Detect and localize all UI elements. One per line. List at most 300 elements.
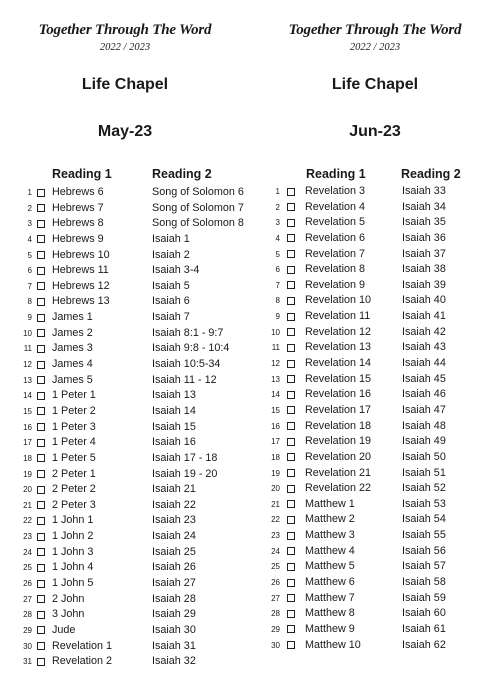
checkbox[interactable]: [287, 391, 295, 399]
reading-1-passage: Matthew 2: [305, 513, 355, 526]
reading-2-passage: Song of Solomon 8: [152, 217, 244, 230]
reading-row: [250, 434, 500, 450]
reading-1-passage: Hebrews 8: [52, 217, 104, 230]
day-number: 27: [23, 594, 32, 604]
church-name: Life Chapel: [331, 76, 419, 93]
reading-1-passage: James 4: [52, 358, 93, 371]
reading-row: [250, 247, 500, 263]
reading-row: [250, 544, 500, 560]
reading-1-passage: Revelation 12: [305, 325, 372, 338]
reading-2-passage: Isaiah 56: [402, 544, 446, 557]
plan-years: 2022 / 2023: [349, 42, 401, 53]
reading-2-passage: Isaiah 34: [402, 200, 446, 213]
reading-1-passage: Revelation 21: [305, 466, 372, 479]
checkbox[interactable]: [287, 188, 295, 196]
reading-2-passage: Isaiah 39: [402, 278, 446, 291]
reading-1-passage: Revelation 22: [305, 482, 372, 495]
day-number: 4: [27, 234, 32, 244]
day-number: 7: [27, 281, 32, 291]
reading-row: [0, 373, 250, 389]
checkbox[interactable]: [37, 361, 45, 369]
day-number: 12: [23, 360, 32, 370]
day-number: 10: [271, 327, 280, 337]
reading-row: [250, 309, 500, 325]
day-number: 18: [271, 452, 280, 462]
reading-1-passage: Matthew 5: [305, 560, 355, 573]
reading-2-passage: Isaiah 26: [152, 561, 196, 574]
reading-2-passage: Isaiah 41: [402, 310, 446, 323]
reading-2-passage: Isaiah 54: [402, 513, 446, 526]
reading-row: [250, 262, 500, 278]
reading-2-passage: Isaiah 38: [402, 263, 446, 276]
day-number: 16: [23, 422, 32, 432]
series-title: Together Through The Word: [288, 22, 462, 38]
reading-1-passage: 2 John: [52, 592, 85, 605]
day-number: 9: [275, 312, 280, 322]
day-number: 20: [23, 485, 32, 495]
reading-2-passage: Isaiah 2: [152, 248, 190, 261]
reading-row: [250, 184, 500, 200]
checkbox[interactable]: [287, 641, 295, 649]
series-title: Together Through The Word: [38, 22, 212, 38]
checkbox[interactable]: [37, 658, 45, 666]
reading-2-passage: Isaiah 30: [152, 623, 196, 636]
reading-row: [250, 638, 500, 654]
checkbox[interactable]: [37, 626, 45, 634]
checkbox[interactable]: [37, 439, 45, 447]
reading-1-passage: Revelation 14: [305, 357, 372, 370]
reading-1-passage: Matthew 4: [305, 544, 355, 557]
reading-row: [250, 481, 500, 497]
day-number: 19: [23, 469, 32, 479]
reading-row: [0, 513, 250, 529]
day-number: 14: [271, 390, 280, 400]
column-header-reading-1: Reading 1: [52, 167, 112, 181]
reading-row: [250, 419, 500, 435]
reading-2-passage: Isaiah 22: [152, 498, 196, 511]
checkbox[interactable]: [37, 407, 45, 415]
checkbox[interactable]: [287, 219, 295, 227]
checkbox[interactable]: [287, 438, 295, 446]
reading-1-passage: Revelation 6: [305, 231, 366, 244]
day-number: 27: [271, 593, 280, 603]
reading-1-passage: James 1: [52, 311, 93, 324]
reading-1-passage: Revelation 1: [52, 639, 113, 652]
reading-2-passage: Isaiah 32: [152, 655, 196, 668]
reading-1-passage: Revelation 5: [305, 216, 366, 229]
checkbox[interactable]: [37, 376, 45, 384]
day-number: 1: [275, 187, 280, 196]
reading-1-passage: Revelation 15: [305, 372, 372, 385]
reading-row: [0, 654, 250, 670]
reading-1-passage: Revelation 13: [305, 341, 372, 354]
reading-1-passage: Revelation 10: [305, 294, 372, 307]
day-number: 11: [23, 344, 32, 354]
reading-row: [0, 248, 250, 264]
checkbox[interactable]: [37, 298, 45, 306]
checkbox[interactable]: [37, 486, 45, 494]
day-number: 13: [271, 374, 280, 384]
day-number: 21: [23, 500, 32, 510]
day-number: 13: [23, 375, 32, 385]
day-number: 9: [27, 313, 32, 323]
reading-1-passage: Matthew 8: [305, 607, 355, 620]
day-number: 3: [275, 218, 280, 228]
checkbox[interactable]: [37, 314, 45, 322]
day-number: 19: [271, 468, 280, 478]
day-number: 17: [23, 438, 32, 448]
reading-2-passage: Isaiah 42: [402, 325, 446, 338]
reading-1-passage: Revelation 9: [305, 278, 366, 291]
checkbox[interactable]: [287, 594, 295, 602]
reading-row: [250, 559, 500, 575]
reading-row: [0, 341, 250, 357]
reading-2-passage: Isaiah 37: [402, 247, 446, 260]
checkbox[interactable]: [287, 625, 295, 633]
checkbox[interactable]: [37, 533, 45, 541]
reading-row: [0, 623, 250, 639]
reading-1-passage: 1 John 5: [52, 577, 94, 590]
reading-row: [250, 372, 500, 388]
day-number: 12: [271, 359, 280, 369]
reading-2-passage: Isaiah 48: [402, 419, 446, 432]
checkbox[interactable]: [37, 189, 45, 197]
reading-row: [250, 356, 500, 372]
reading-1-passage: James 3: [52, 342, 93, 355]
checkbox[interactable]: [287, 266, 295, 274]
reading-2-passage: Isaiah 44: [402, 357, 446, 370]
reading-2-passage: Isaiah 57: [402, 560, 446, 573]
reading-1-passage: Revelation 20: [305, 450, 372, 463]
reading-1-passage: 2 Peter 1: [52, 467, 96, 480]
checkbox[interactable]: [287, 203, 295, 211]
day-number: 2: [27, 203, 32, 213]
reading-2-passage: Isaiah 8:1 - 9:7: [152, 326, 224, 339]
day-number: 1: [27, 188, 32, 197]
reading-1-passage: 1 Peter 2: [52, 404, 96, 417]
checkbox[interactable]: [287, 360, 295, 368]
reading-list: [250, 184, 500, 653]
reading-2-passage: Song of Solomon 6: [152, 186, 244, 198]
reading-row: [250, 606, 500, 622]
reading-row: [250, 575, 500, 591]
reading-1-passage: Matthew 1: [305, 497, 355, 510]
day-number: 15: [271, 405, 280, 415]
checkbox[interactable]: [287, 563, 295, 571]
reading-row: [0, 232, 250, 248]
reading-1-passage: Revelation 16: [305, 388, 372, 401]
checkbox[interactable]: [37, 470, 45, 478]
reading-1-passage: 2 Peter 3: [52, 498, 96, 511]
day-number: 31: [23, 657, 32, 667]
reading-2-passage: Isaiah 55: [402, 529, 446, 542]
reading-1-passage: Revelation 11: [305, 310, 371, 323]
checkbox[interactable]: [37, 220, 45, 228]
checkbox[interactable]: [37, 423, 45, 431]
day-number: 6: [27, 266, 32, 276]
checkbox[interactable]: [37, 454, 45, 462]
reading-2-passage: Isaiah 28: [152, 592, 196, 605]
reading-row: [0, 467, 250, 483]
day-number: 8: [275, 296, 280, 306]
reading-1-passage: Matthew 10: [305, 638, 361, 651]
reading-1-passage: 2 Peter 2: [52, 483, 96, 496]
reading-2-passage: Isaiah 1: [152, 232, 190, 245]
reading-row: [250, 293, 500, 309]
checkbox[interactable]: [287, 328, 295, 336]
reading-row: [0, 607, 250, 623]
reading-2-passage: Isaiah 53: [402, 497, 446, 510]
reading-row: [250, 497, 500, 513]
reading-1-passage: Matthew 3: [305, 529, 355, 542]
reading-2-passage: Isaiah 29: [152, 608, 196, 621]
reading-2-passage: Isaiah 49: [402, 435, 446, 448]
reading-2-passage: Isaiah 21: [152, 483, 196, 496]
reading-1-passage: 1 John 4: [52, 561, 94, 574]
reading-row: [0, 592, 250, 608]
day-number: 28: [23, 610, 32, 620]
day-number: 16: [271, 421, 280, 431]
checkbox[interactable]: [37, 595, 45, 603]
reading-1-passage: Hebrews 13: [52, 295, 110, 308]
day-number: 24: [271, 546, 280, 556]
reading-row: [0, 639, 250, 655]
reading-row: [250, 340, 500, 356]
reading-list: [0, 185, 250, 670]
day-number: 5: [27, 250, 32, 260]
checkbox[interactable]: [287, 422, 295, 430]
reading-row: [250, 528, 500, 544]
reading-1-passage: Revelation 18: [305, 419, 372, 432]
reading-row: [250, 403, 500, 419]
reading-1-passage: James 2: [52, 326, 93, 339]
reading-row: [0, 185, 250, 201]
reading-1-passage: Revelation 8: [305, 263, 366, 276]
day-number: 29: [271, 624, 280, 634]
reading-1-passage: Matthew 9: [305, 622, 355, 635]
checkbox[interactable]: [287, 469, 295, 477]
checkbox[interactable]: [287, 250, 295, 258]
reading-row: [250, 215, 500, 231]
day-number: 10: [23, 328, 32, 338]
reading-2-passage: Isaiah 36: [402, 231, 446, 244]
day-number: 26: [271, 578, 280, 588]
checkbox[interactable]: [287, 234, 295, 242]
checkbox[interactable]: [37, 642, 45, 650]
reading-row: [250, 200, 500, 216]
reading-2-passage: Isaiah 51: [402, 466, 446, 479]
reading-row: [250, 512, 500, 528]
checkbox[interactable]: [287, 453, 295, 461]
reading-1-passage: Revelation 17: [305, 403, 372, 416]
reading-1-passage: Revelation 7: [305, 247, 366, 260]
checkbox[interactable]: [287, 344, 295, 352]
reading-row: [0, 310, 250, 326]
reading-row: [0, 482, 250, 498]
reading-1-passage: Jude: [52, 623, 76, 636]
reading-2-passage: Isaiah 11 - 12: [152, 373, 217, 386]
reading-row: [250, 387, 500, 403]
reading-1-passage: 1 Peter 1: [52, 389, 96, 402]
reading-2-passage: Isaiah 13: [152, 389, 196, 402]
checkbox[interactable]: [37, 392, 45, 400]
month-title: Jun-23: [349, 123, 401, 140]
reading-2-passage: Isaiah 33: [402, 185, 446, 197]
reading-1-passage: Hebrews 9: [52, 232, 104, 245]
column-header-reading-1: Reading 1: [306, 167, 366, 181]
checkbox[interactable]: [287, 579, 295, 587]
reading-2-passage: Isaiah 25: [152, 545, 196, 558]
reading-2-passage: Isaiah 50: [402, 450, 446, 463]
day-number: 14: [23, 391, 32, 401]
reading-2-passage: Isaiah 7: [152, 311, 190, 324]
checkbox[interactable]: [287, 313, 295, 321]
checkbox[interactable]: [287, 297, 295, 305]
reading-2-passage: Isaiah 9:8 - 10:4: [152, 342, 230, 355]
reading-row: [0, 279, 250, 295]
checkbox[interactable]: [37, 345, 45, 353]
reading-2-passage: Isaiah 43: [402, 341, 446, 354]
reading-1-passage: 3 John: [52, 608, 85, 621]
checkbox[interactable]: [37, 501, 45, 509]
day-number: 22: [23, 516, 32, 526]
reading-row: [0, 545, 250, 561]
day-number: 2: [275, 202, 280, 212]
church-name: Life Chapel: [81, 76, 169, 93]
checkbox[interactable]: [37, 204, 45, 212]
reading-2-passage: Isaiah 45: [402, 372, 446, 385]
reading-2-passage: Isaiah 24: [152, 530, 196, 543]
checkbox[interactable]: [37, 251, 45, 259]
reading-1-passage: 1 John 1: [52, 514, 94, 527]
reading-2-passage: Isaiah 27: [152, 577, 196, 590]
day-number: 3: [27, 219, 32, 229]
reading-2-passage: Isaiah 6: [152, 295, 190, 308]
reading-row: [250, 231, 500, 247]
reading-1-passage: 1 John 3: [52, 545, 94, 558]
checkbox[interactable]: [287, 281, 295, 289]
reading-2-passage: Isaiah 31: [152, 639, 196, 652]
checkbox[interactable]: [287, 610, 295, 618]
reading-2-passage: Isaiah 40: [402, 294, 446, 307]
reading-plan-june: [250, 0, 500, 693]
reading-1-passage: 1 Peter 4: [52, 436, 96, 449]
reading-row: [0, 216, 250, 232]
checkbox[interactable]: [37, 267, 45, 275]
reading-1-passage: Hebrews 10: [52, 248, 110, 261]
reading-2-passage: Song of Solomon 7: [152, 201, 244, 214]
day-number: 23: [23, 532, 32, 542]
reading-2-passage: Isaiah 60: [402, 607, 446, 620]
checkbox[interactable]: [287, 375, 295, 383]
checkbox[interactable]: [287, 532, 295, 540]
reading-1-passage: 1 Peter 3: [52, 420, 96, 433]
reading-1-passage: Revelation 4: [305, 200, 366, 213]
reading-row: [250, 591, 500, 607]
day-number: 4: [275, 233, 280, 243]
checkbox[interactable]: [37, 329, 45, 337]
reading-2-passage: Isaiah 46: [402, 388, 446, 401]
checkbox[interactable]: [37, 611, 45, 619]
day-number: 30: [271, 640, 280, 650]
checkbox[interactable]: [37, 548, 45, 556]
reading-1-passage: Hebrews 6: [52, 186, 104, 198]
reading-1-passage: Matthew 7: [305, 591, 355, 604]
reading-row: [250, 622, 500, 638]
reading-row: [0, 294, 250, 310]
day-number: 15: [23, 406, 32, 416]
reading-row: [250, 278, 500, 294]
checkbox[interactable]: [287, 406, 295, 414]
reading-row: [0, 435, 250, 451]
reading-2-passage: Isaiah 14: [152, 404, 196, 417]
reading-2-passage: Isaiah 61: [402, 622, 446, 635]
reading-1-passage: Hebrews 11: [52, 264, 109, 277]
reading-2-passage: Isaiah 35: [402, 216, 446, 229]
checkbox[interactable]: [37, 517, 45, 525]
reading-row: [0, 326, 250, 342]
reading-2-passage: Isaiah 3-4: [152, 264, 200, 277]
reading-row: [0, 420, 250, 436]
reading-1-passage: James 5: [52, 373, 93, 386]
plan-years: 2022 / 2023: [99, 42, 151, 53]
reading-1-passage: Hebrews 12: [52, 279, 110, 292]
reading-row: [0, 404, 250, 420]
reading-row: [0, 388, 250, 404]
reading-2-passage: Isaiah 19 - 20: [152, 467, 218, 480]
checkbox[interactable]: [37, 580, 45, 588]
reading-1-passage: 1 John 2: [52, 530, 94, 543]
reading-2-passage: Isaiah 62: [402, 638, 446, 651]
reading-1-passage: Hebrews 7: [52, 201, 104, 214]
checkbox[interactable]: [287, 516, 295, 524]
reading-2-passage: Isaiah 59: [402, 591, 446, 604]
reading-2-passage: Isaiah 23: [152, 514, 196, 527]
day-number: 25: [23, 563, 32, 573]
reading-row: [250, 450, 500, 466]
day-number: 25: [271, 562, 280, 572]
checkbox[interactable]: [287, 500, 295, 508]
checkbox[interactable]: [37, 564, 45, 572]
reading-2-passage: Isaiah 10:5-34: [152, 358, 221, 371]
day-number: 23: [271, 531, 280, 541]
reading-row: [0, 263, 250, 279]
reading-1-passage: Revelation 2: [52, 655, 113, 668]
day-number: 7: [275, 280, 280, 290]
day-number: 22: [271, 515, 280, 525]
day-number: 28: [271, 609, 280, 619]
checkbox[interactable]: [287, 547, 295, 555]
reading-row: [250, 466, 500, 482]
reading-2-passage: Isaiah 58: [402, 576, 446, 589]
day-number: 26: [23, 579, 32, 589]
checkbox[interactable]: [37, 235, 45, 243]
month-title: May-23: [97, 123, 153, 140]
day-number: 18: [23, 453, 32, 463]
day-number: 6: [275, 265, 280, 275]
reading-row: [0, 451, 250, 467]
checkbox[interactable]: [37, 282, 45, 290]
reading-2-passage: Isaiah 17 - 18: [152, 451, 218, 464]
reading-2-passage: Isaiah 47: [402, 403, 446, 416]
day-number: 30: [23, 641, 32, 651]
day-number: 21: [271, 499, 280, 509]
reading-1-passage: Revelation 19: [305, 435, 372, 448]
reading-1-passage: Revelation 3: [305, 185, 366, 197]
column-header-reading-2: Reading 2: [152, 167, 212, 181]
checkbox[interactable]: [287, 485, 295, 493]
day-number: 11: [271, 343, 280, 353]
